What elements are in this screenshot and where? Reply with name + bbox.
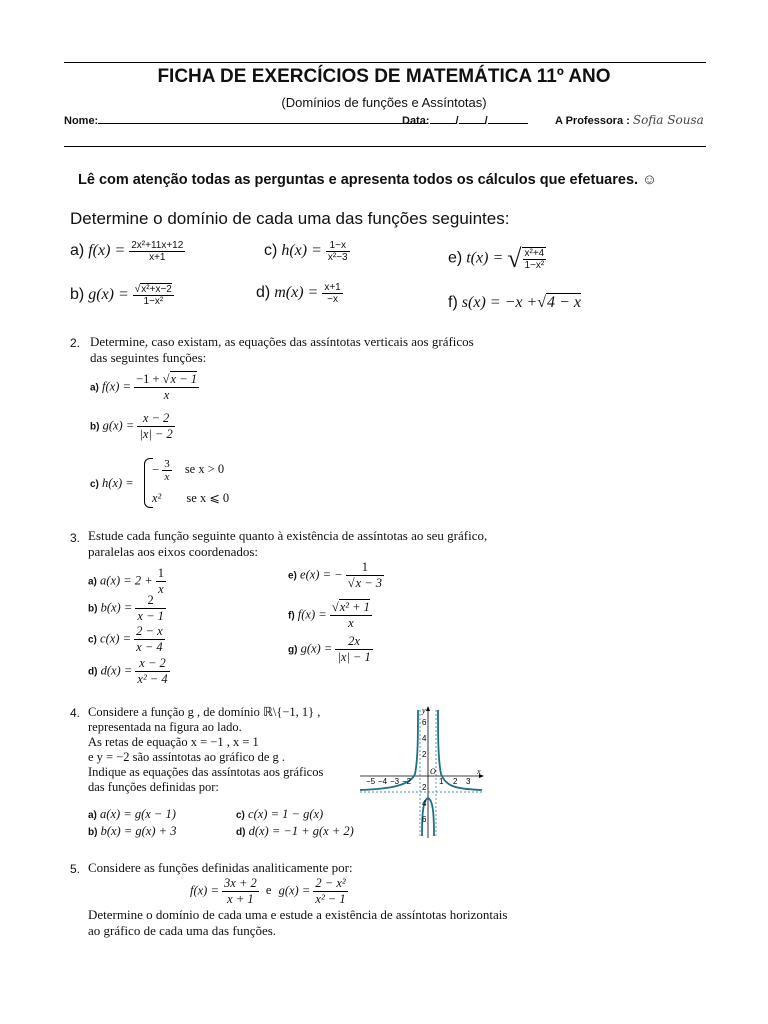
- q1-b-lhs: g(x) =: [88, 286, 129, 304]
- q4-line1: Considere a função g , de domínio ℝ\{−1, 1} ,: [88, 705, 321, 719]
- q4-graph: [358, 704, 488, 840]
- page-title: FICHA DE EXERCÍCIOS DE MATEMÁTICA 11º ANO: [157, 66, 611, 87]
- q5-g-den: x² − 1: [315, 892, 346, 906]
- q3-b-lhs: b(x) =: [100, 600, 133, 615]
- q2-number: 2.: [70, 336, 81, 350]
- date-label: Data:: [402, 115, 430, 127]
- q4-graph-ytick-6: 6: [422, 718, 427, 727]
- teacher-name: Sofia Sousa: [632, 113, 704, 127]
- q5-text: [88, 907, 507, 939]
- q4-item-b: [88, 824, 176, 839]
- q1-d-num: x+1: [324, 282, 341, 293]
- q1-d-label: d): [256, 284, 271, 302]
- q3-text-line2: paralelas aos eixos coordenados:: [88, 544, 259, 559]
- q2-c-label: c): [90, 479, 99, 490]
- q1-c-num: 1−x: [326, 240, 350, 252]
- q4-a-label: a): [88, 810, 97, 821]
- q4-graph-xtick-neg4: −4: [378, 777, 388, 786]
- q3-g-lhs: g(x) =: [300, 641, 333, 656]
- q2-text-line1: Determine, caso existam, as equações das assíntotas verticais aos gráficos: [90, 334, 474, 349]
- q4-c-label: c): [236, 810, 245, 821]
- q3-a-den: x: [158, 582, 164, 596]
- q5-number: 5.: [70, 862, 81, 876]
- q4-number: 4.: [70, 706, 81, 720]
- q4-graph-xtick-2: 2: [453, 777, 458, 786]
- q3-d-den: x² − 4: [137, 672, 168, 686]
- q3-e-lhs: e(x) = −: [300, 567, 343, 582]
- q1-a-lhs: f(x) =: [88, 242, 126, 260]
- q4-line5: Indique as equações das assíntotas aos gráficos: [88, 765, 324, 779]
- q4-line2: representada na figura ao lado.: [88, 720, 242, 734]
- q1-heading: Determine o domínio de cada uma das funções seguintes:: [70, 209, 510, 228]
- teacher-field: [555, 113, 704, 127]
- q5-line3: ao gráfico de cada uma das funções.: [88, 923, 277, 938]
- q1-f-label: f): [448, 294, 458, 311]
- q3-b-den: x − 1: [137, 609, 164, 623]
- q1-item-c: [264, 240, 350, 263]
- q3-b-label: b): [88, 603, 98, 615]
- q3-c-lhs: c(x) =: [100, 631, 132, 646]
- q1-d-den: −x: [327, 294, 338, 305]
- q4-graph-origin: O: [430, 767, 436, 776]
- q1-b-den: 1−x²: [143, 296, 164, 307]
- q3-a-lhs: a(x) = 2 +: [100, 573, 153, 588]
- q3-item-b: [88, 593, 166, 624]
- q3-c-num: 2 − x: [136, 624, 163, 638]
- q1-e-label: e): [448, 249, 463, 267]
- q3-g-num: 2x: [335, 634, 372, 650]
- q1-a-den: x+1: [149, 252, 166, 263]
- q4-graph-ytick-neg6: 6: [422, 815, 427, 824]
- q4-text: [88, 705, 323, 795]
- q3-a-label: a): [88, 576, 97, 588]
- q2-c-lhs: h(x) =: [102, 476, 134, 490]
- date-field[interactable]: Data: / /: [402, 115, 528, 127]
- q3-b-num: 2: [135, 593, 165, 609]
- name-field[interactable]: [64, 115, 428, 127]
- q2-b-num: x − 2: [137, 411, 174, 427]
- teacher-label: A Professora :: [555, 115, 630, 127]
- q4-c-expr: c(x) = 1 − g(x): [248, 807, 324, 821]
- q2-text: [90, 334, 474, 366]
- q4-graph-curve-right: [438, 710, 482, 790]
- q3-item-d: [88, 656, 170, 687]
- q1-item-a: [70, 240, 185, 263]
- q3-item-e: e) e(x) = − $\frac{1}{√x - 3}$: [288, 560, 383, 590]
- q5-g-lhs: g(x) =: [278, 883, 311, 898]
- q4-graph-x-label: x: [477, 767, 481, 776]
- q3-e-label: e): [288, 570, 297, 582]
- q3-c-label: c): [88, 634, 97, 646]
- q3-text: [88, 528, 487, 560]
- q3-g-label: g): [288, 644, 298, 656]
- q2-item-b: [90, 411, 175, 442]
- q5-f-lhs: f(x) =: [190, 883, 219, 898]
- q4-graph-xtick-neg3: −3: [390, 777, 400, 786]
- q2-c-case1-num: 3: [164, 458, 170, 470]
- q1-c-label: c): [264, 242, 278, 260]
- q2-a-den: x: [163, 388, 170, 402]
- q3-d-lhs: d(x) =: [100, 663, 133, 678]
- q2-b-den: |x| − 2: [139, 427, 173, 441]
- q1-e-lhs: t(x) =: [466, 249, 504, 267]
- q3-item-g: [288, 634, 373, 665]
- q2-b-label: b): [90, 421, 100, 433]
- q5-line2: Determine o domínio de cada uma e estude a existência de assíntotas horizontais: [88, 907, 508, 922]
- q3-f-num-rad: x² + 1: [339, 600, 370, 614]
- q4-item-c: [236, 807, 323, 822]
- q5-line1: Considere as funções definidas analiticamente por:: [88, 860, 353, 875]
- q3-e-num: 1: [346, 560, 384, 576]
- q4-b-label: b): [88, 827, 98, 838]
- q2-c-case1-den: x: [164, 471, 170, 483]
- q1-item-d: [256, 282, 343, 305]
- q3-a-num: 1: [157, 566, 165, 580]
- q1-f-lhs: s(x) = −x +: [461, 294, 538, 311]
- q4-line6: das funções definidas por:: [88, 780, 219, 794]
- q3-f-label: f): [288, 610, 295, 622]
- q2-c-case2: x²: [152, 491, 162, 505]
- q4-a-expr: a(x) = g(x − 1): [100, 807, 176, 821]
- q2-a-label: a): [90, 382, 99, 394]
- q4-graph-ytick-neg4: 4: [422, 799, 427, 808]
- q3-f-lhs: f(x) =: [297, 607, 327, 622]
- q4-line3: As retas de equação x = −1 , x = 1: [88, 735, 259, 749]
- intro-instruction: Lê com atenção todas as perguntas e apresenta todos os cálculos que efetuares. ☺: [78, 172, 657, 188]
- q4-line4: e y = −2 são assíntotas ao gráfico de g .: [88, 750, 286, 764]
- q4-graph-xtick-3: 3: [466, 777, 471, 786]
- q4-graph-ytick-2: 2: [422, 750, 427, 759]
- q5-f-den: x + 1: [227, 892, 254, 906]
- q4-d-expr: d(x) = −1 + g(x + 2): [248, 824, 354, 838]
- q4-item-d: [236, 824, 354, 839]
- q1-b-num: x²+x−2: [141, 284, 172, 295]
- q3-f-den: x: [348, 616, 354, 630]
- q3-item-c: [88, 624, 165, 655]
- top-rule: [64, 62, 706, 63]
- q2-text-line2: das seguintes funções:: [90, 350, 207, 365]
- q4-graph-y-arrow: [426, 706, 430, 711]
- q4-graph-xtick-neg5: −5: [366, 777, 376, 786]
- q3-g-den: |x| − 1: [337, 650, 371, 664]
- q3-e-den-rad: x − 3: [355, 576, 383, 590]
- q1-e-den: 1−x²: [524, 260, 545, 271]
- q1-item-e: e) t(x) = √ $\frac{\text{x²+4}}{\text{1−x²}}$: [448, 244, 545, 273]
- q2-c-case1-cond: se x > 0: [184, 462, 225, 477]
- q3-d-label: d): [88, 666, 98, 678]
- header-bottom-rule: [64, 146, 706, 147]
- q1-e-num: x²+4: [524, 248, 545, 259]
- q1-a-num: 2x²+11x+12: [131, 240, 184, 251]
- q1-item-b: b) g(x) = $\frac{\text{√x²+x−2}}{\text{1−x²}}$: [70, 284, 172, 307]
- q1-d-lhs: m(x) =: [274, 284, 319, 302]
- q1-item-f: f) s(x) = −x +√4 − x: [448, 294, 581, 311]
- q5-functions: [190, 876, 348, 907]
- q1-f-rad: 4 − x: [547, 294, 581, 311]
- q2-c-case1-pre: −: [152, 462, 160, 477]
- page-subtitle: (Domínios de funções e Assíntotas): [281, 95, 487, 110]
- q5-and: e: [265, 883, 272, 898]
- q4-graph-y-label: y: [422, 706, 426, 715]
- q2-item-a: a) f(x) = $\frac{-1 + √x - 1}{x}$: [90, 372, 198, 402]
- q2-a-lhs: f(x) =: [102, 379, 131, 394]
- q3-item-f: f) f(x) = $\frac{\text{√x² + 1}}{x}$: [288, 600, 370, 630]
- q4-graph-ytick-4: 4: [422, 734, 427, 743]
- q4-item-a: [88, 807, 176, 822]
- q1-c-den: x²−3: [327, 252, 348, 263]
- q3-d-num: x − 2: [135, 656, 169, 672]
- q2-c-case2-cond: se x ⩽ 0: [186, 491, 230, 505]
- q3-number: 3.: [70, 531, 81, 545]
- q1-b-label: b): [70, 286, 85, 304]
- q3-text-line1: Estude cada função seguinte quanto à existência de assíntotas ao seu gráfico,: [88, 528, 488, 543]
- q4-graph-ytick-neg2: 2: [422, 783, 427, 792]
- q5-f-num: 3x + 2: [224, 876, 257, 890]
- q5-g-num: 2 − x²: [315, 876, 346, 890]
- q1-a-label: a): [70, 242, 85, 260]
- name-label: Nome:: [64, 115, 99, 127]
- q4-graph-xtick-1: 1: [439, 777, 444, 786]
- q1-c-lhs: h(x) =: [281, 242, 322, 260]
- q2-a-num-pre: −1 +: [136, 372, 160, 386]
- q2-a-num-rad: x − 1: [170, 372, 198, 386]
- q4-d-label: d): [236, 827, 246, 838]
- q3-c-den: x − 4: [136, 640, 163, 654]
- q4-graph-xtick-neg2: −2: [402, 777, 412, 786]
- q2-b-lhs: g(x) =: [102, 418, 135, 433]
- q4-b-expr: b(x) = g(x) + 3: [100, 824, 177, 838]
